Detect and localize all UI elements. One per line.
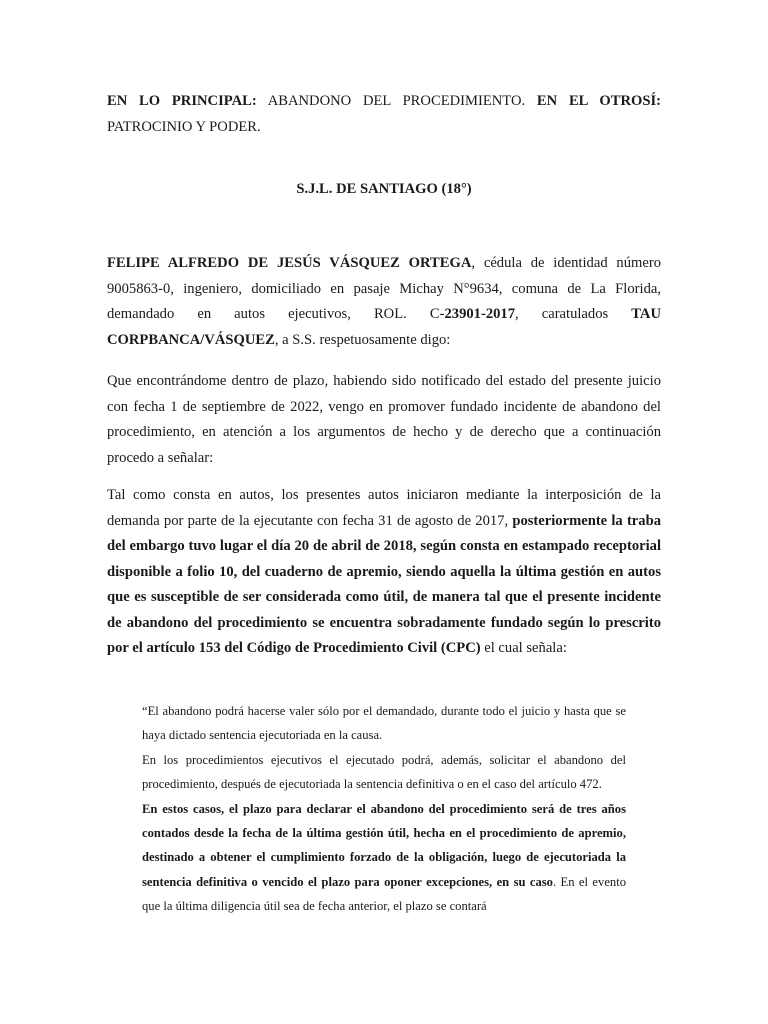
paragraph-facts — [107, 483, 661, 662]
paragraph-appearance — [107, 251, 661, 353]
party-details: , cédula de identidad número 9005863-0, ingeniero, domiciliado en pasaje Michay N°9634, comuna de La Florida, demandado en autos ejecutivos, ROL. C- — [107, 255, 661, 322]
facts-bold: posteriormente la traba del embargo tuvo lugar el día 20 de abril de 2018, según consta en estampado receptorial disponible a folio 10, del cuaderno de apremio, siendo aquella la última gestión en autos que es susceptible de ser considerada como útil, de manera tal que el presente incidente de abandono del procedimiento se encuentra sobradamente fundado según lo prescrito por el artículo 153 del Código de Procedimiento Civil (CPC) — [107, 512, 661, 656]
otrosi-text: PATROCINIO Y PODER. — [107, 118, 261, 135]
party-text-2: , caratulados — [515, 306, 632, 322]
facts-text-1: Tal como consta en autos, los presentes autos iniciaron mediante la interposición de la demanda por parte de la ejecutante con fecha 31 de agosto de 2017, — [107, 487, 661, 529]
principal-label: EN LO PRINCIPAL: — [107, 93, 257, 109]
court-title: S.J.L. DE SANTIAGO (18°) — [296, 181, 472, 197]
party-name: FELIPE ALFREDO DE JESÚS VÁSQUEZ ORTEGA — [107, 255, 472, 271]
party-text-3: , a S.S. respetuosamente digo: — [274, 331, 451, 348]
otrosi-label: EN EL OTROSÍ: — [536, 93, 662, 109]
principal-text: ABANDONO DEL PROCEDIMIENTO. — [256, 93, 537, 109]
case-caption: TAU CORPBANCA/VÁSQUEZ — [107, 306, 661, 348]
quote-line-3 — [142, 797, 626, 919]
case-rol: 23901-2017 — [444, 306, 516, 322]
quote-line-2: En los procedimientos ejecutivos el ejecutado podrá, además, solicitar el abandono del procedimiento, después de ejecutoriada la sentencia definitiva o en el caso del artículo 472. — [142, 752, 626, 792]
legal-quote — [142, 699, 626, 919]
document-heading — [107, 89, 661, 140]
quote-line-1: “El abandono podrá hacerse valer sólo por el demandado, durante todo el juicio y hasta que se haya dictado sentencia ejecutoriada en la causa. — [142, 704, 626, 743]
paragraph-request: Que encontrándome dentro de plazo, habiendo sido notificado del estado del presente juicio con fecha 1 de septiembre de 2022, vengo en promover fundado incidente de abandono del procedimiento, en atención a los argumentos de hecho y de derecho que a continuación procedo a señalar: — [107, 373, 661, 466]
quote-bold: En estos casos, el plazo para declarar el abandono del procedimiento será de tres años contados desde la fecha de la última gestión útil, hecha en el procedimiento de apremio, destinado a obtener el cumplimiento forzado de la obligación, luego de ejecutoriada la sentencia definitiva o vencido el plazo para oponer excepciones, en su caso — [142, 801, 626, 889]
quote-text: . En el evento que la última diligencia útil sea de fecha anterior, el plazo se contará — [142, 874, 626, 914]
facts-text-2: el cual señala: — [480, 640, 567, 656]
